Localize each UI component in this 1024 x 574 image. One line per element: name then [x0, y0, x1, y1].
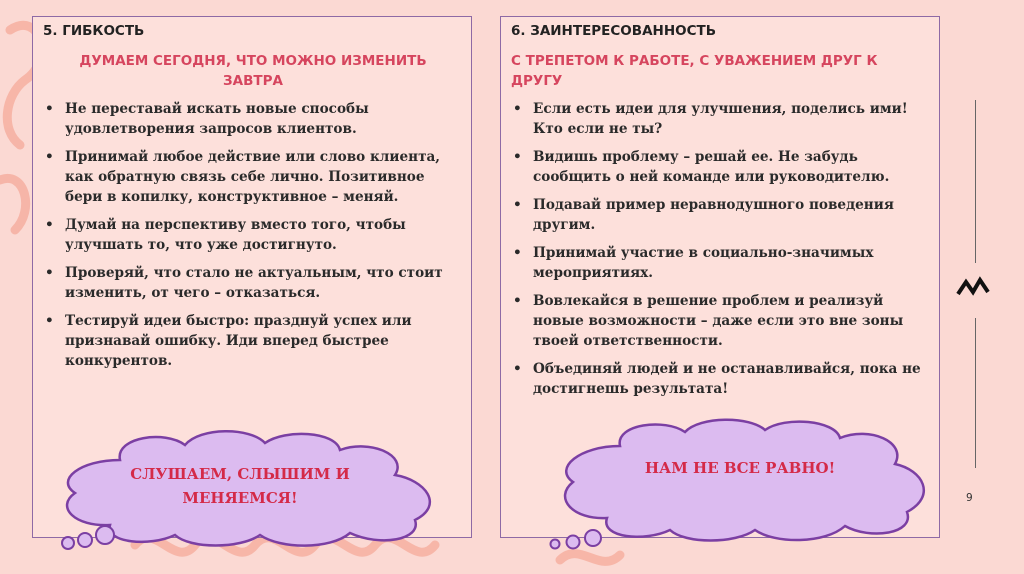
list-item: • Думай на перспективу вместо того, чтобы улучшать то, что уже достигнуто.: [41, 215, 465, 255]
list-item: • Проверяй, что стало не актуальным, что стоит изменить, от чего – отказаться.: [41, 263, 465, 303]
list-item: • Не переставай искать новые способы удовлетворения запросов клиентов.: [41, 99, 465, 139]
list-item: • Принимай участие в социально-значимых мероприятиях.: [509, 243, 933, 283]
divider: [975, 100, 976, 263]
list-item: • Если есть идеи для улучшения, поделись ими! Кто если не ты?: [509, 99, 933, 139]
card-title: 5. ГИБКОСТЬ: [43, 23, 145, 39]
list-item: • Объединяй людей и не останавливайся, пока не достигнешь результата!: [509, 359, 933, 399]
cloud-slogan: СЛУШАЕМ, СЛЫШИМ И МЕНЯЕМСЯ!: [130, 465, 350, 507]
bullet-list: [41, 99, 465, 379]
list-item: • Тестируй идеи быстро: празднуй успех или признавай ошибку. Иди вперед быстрее конкурентов.: [41, 311, 465, 371]
list-item: • Видишь проблему – решай ее. Не забудь сообщить о ней команде или руководителю.: [509, 147, 933, 187]
divider: [975, 318, 976, 468]
zigzag-logo-icon: [956, 276, 992, 298]
page-number: 9: [966, 492, 973, 504]
list-item: • Принимай любое действие или слово клиента, как обратную связь себе лично. Позитивное бери в копилку, конструктивное – меняй.: [41, 147, 465, 207]
card-subtitle: С ТРЕПЕТОМ К РАБОТЕ, С УВАЖЕНИЕМ ДРУГ К ДРУГУ: [511, 53, 878, 89]
list-item: • Вовлекайся в решение проблем и реализуй новые возможности – даже если это вне зоны твоей ответственности.: [509, 291, 933, 351]
cloud-slogan: НАМ НЕ ВСЕ РАВНО!: [644, 459, 836, 477]
list-item: • Подавай пример неравнодушного поведения другим.: [509, 195, 933, 235]
card-subtitle: ДУМАЕМ СЕГОДНЯ, ЧТО МОЖНО ИЗМЕНИТЬ ЗАВТРА: [79, 53, 427, 89]
card-title: 6. ЗАИНТЕРЕСОВАННОСТЬ: [511, 23, 717, 39]
thought-cloud-shape: [545, 416, 935, 551]
bullet-list: [509, 99, 933, 407]
